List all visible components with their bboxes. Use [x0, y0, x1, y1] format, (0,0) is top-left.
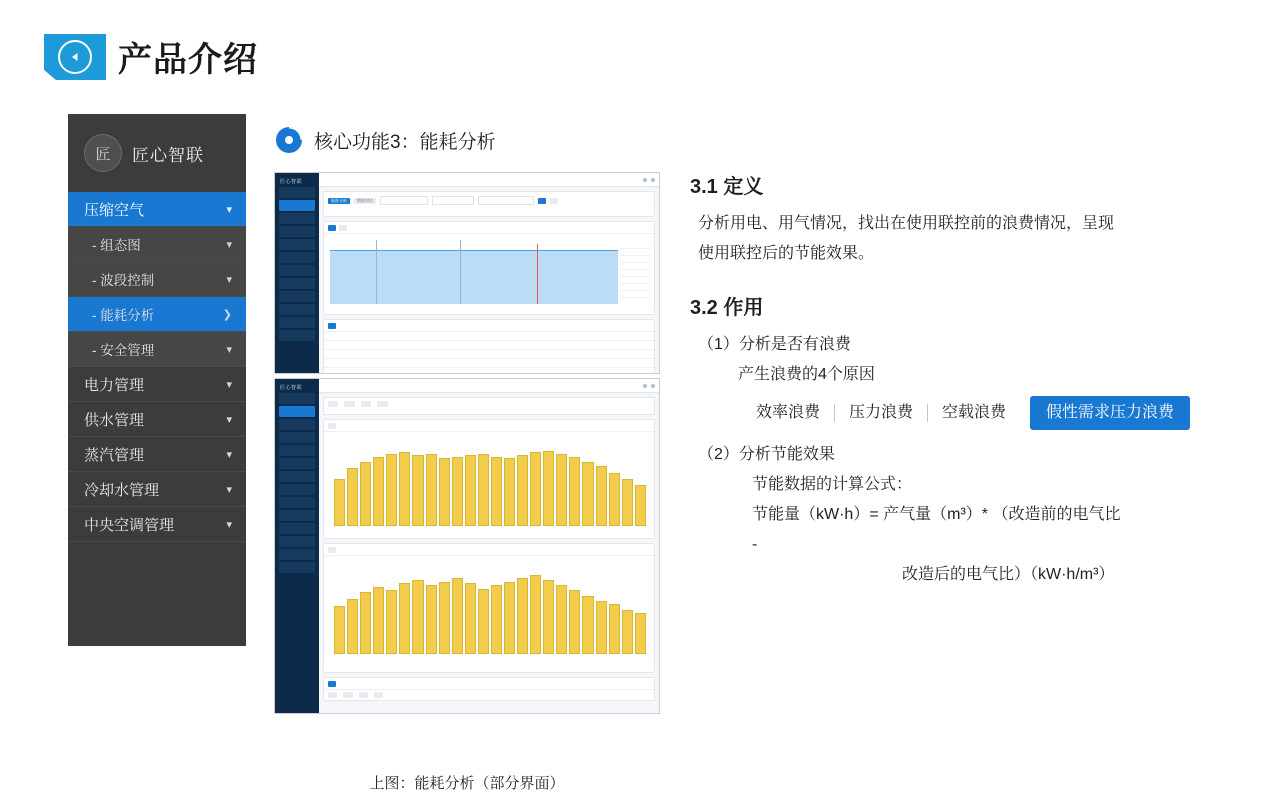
mock-tag [328, 681, 336, 687]
section-header [274, 120, 664, 160]
mock-topbar [319, 379, 659, 393]
definition-line-1: 分析用电、用气情况，找出在使用联控前的浪费情况，呈现 [698, 215, 1115, 232]
mock-content [319, 379, 659, 713]
formula-line-2: - [752, 536, 758, 553]
mock-kpi [328, 401, 338, 407]
purpose-heading: 3.2 作用 [690, 297, 764, 319]
chevron-down-icon[interactable]: ▾ [226, 238, 232, 251]
chevron-down-icon[interactable]: ▾ [226, 413, 232, 426]
purpose-item-2: （2）分析节能效果 [698, 446, 835, 463]
purpose-item-1: （1）分析是否有浪费 [698, 336, 851, 353]
mock-nav-item [279, 252, 315, 263]
chevron-down-icon[interactable]: ▾ [226, 203, 232, 216]
mock-nav-item [279, 523, 315, 534]
mock-sidebar [275, 379, 319, 713]
chevron-down-icon[interactable]: ▾ [226, 448, 232, 461]
sidebar-item-label: - 波段控制 [92, 273, 155, 288]
mock-kpi [343, 692, 352, 698]
screenshot-energy-analysis-bottom [274, 378, 660, 714]
mock-nav-item [279, 549, 315, 560]
sidebar-item-central-ac[interactable] [68, 507, 246, 542]
brand-logo-icon: 匠 [84, 134, 122, 172]
mock-tag [339, 225, 347, 231]
mock-brand: 匠心智联 [280, 385, 303, 391]
user-avatar [651, 384, 655, 388]
mock-reset-button[interactable] [550, 198, 558, 204]
definition-line-2: 使用联控后的节能效果。 [698, 245, 875, 262]
chevron-down-icon[interactable]: ▾ [226, 343, 232, 356]
mock-tag-secondary: 数据对比 [354, 198, 376, 204]
mock-kpi-strip [323, 397, 655, 415]
mock-search-button[interactable] [538, 198, 546, 204]
mock-nav-item [279, 484, 315, 495]
waste-reason-chips [742, 396, 1250, 430]
sidebar-item-safety-management[interactable] [68, 332, 246, 367]
mock-nav-item [279, 265, 315, 276]
chevron-down-icon[interactable]: ▾ [226, 378, 232, 391]
mock-card-title [324, 222, 654, 234]
screenshot-group [274, 172, 660, 792]
chevron-down-icon[interactable]: ▾ [226, 483, 232, 496]
mock-nav-item [279, 419, 315, 430]
mock-nav-item [279, 432, 315, 443]
right-column [690, 170, 1250, 590]
mock-nav-item [279, 239, 315, 250]
chevron-down-icon[interactable]: ▾ [226, 518, 232, 531]
mock-brand: 匠心智联 [280, 179, 303, 185]
play-left-icon [58, 40, 92, 74]
section-title: 核心功能3：能耗分析 [314, 131, 496, 153]
chip-idle-waste[interactable]: 空载浪费 [942, 404, 1007, 421]
mock-kpi [377, 401, 387, 407]
sidebar-item-label: - 安全管理 [92, 343, 155, 358]
definition-heading: 3.1 定义 [690, 176, 764, 198]
mock-card-title [324, 420, 654, 432]
mock-nav-item [279, 510, 315, 521]
sidebar-item-label: 供水管理 [84, 411, 145, 429]
pie-chart-icon [274, 125, 304, 155]
sidebar-item-configuration-diagram[interactable] [68, 227, 246, 262]
mock-date-input[interactable] [478, 196, 534, 205]
mock-nav-item [279, 445, 315, 456]
center-column [274, 120, 664, 792]
mock-tag [328, 547, 336, 553]
chip-pressure-waste[interactable]: 压力浪费 [849, 404, 914, 421]
sidebar-logo [68, 114, 246, 192]
formula-line-3: 改造后的电气比）（kW·h/m³） [902, 566, 1115, 583]
mock-nav-item [279, 278, 315, 289]
mock-nav-item [279, 406, 315, 417]
mock-nav-item [279, 471, 315, 482]
mock-nav-item [279, 213, 315, 224]
formula-line-1: 节能量（kW·h）= 产气量（m³）* （改造前的电气比 [752, 506, 1121, 523]
mock-tag-primary: 能耗分析 [328, 198, 350, 204]
mock-kpi [361, 401, 371, 407]
mock-card-title [324, 320, 654, 332]
purpose-item-2-sub: 节能数据的计算公式： [752, 476, 913, 493]
mock-content [319, 173, 659, 373]
sidebar-item-power-management[interactable] [68, 367, 246, 402]
sidebar-item-label: 冷却水管理 [84, 481, 160, 499]
brand-name: 匠心智联 [132, 145, 204, 165]
sidebar-item-label: 电力管理 [84, 376, 145, 394]
screenshot-energy-analysis-top [274, 172, 660, 374]
sidebar-item-label: 蒸汽管理 [84, 446, 145, 464]
sidebar-item-label: 中央空调管理 [84, 516, 175, 534]
product-sidebar [68, 114, 246, 646]
mock-filter-card [323, 191, 655, 217]
mock-tag [328, 323, 336, 329]
sidebar-item-energy-analysis[interactable] [68, 297, 246, 332]
mock-summary-strip [323, 677, 655, 701]
mock-kpi [344, 401, 354, 407]
bell-icon [643, 178, 647, 182]
figure-caption: 上图：能耗分析（部分界面） [369, 775, 565, 792]
mock-nav-item [279, 226, 315, 237]
bell-icon [643, 384, 647, 388]
sidebar-item-label: - 组态图 [92, 238, 141, 253]
header-badge [44, 34, 106, 80]
mock-nav-item [279, 497, 315, 508]
mock-bar-chart-card-2 [323, 543, 655, 673]
mock-nav-item [279, 291, 315, 302]
mock-data-table-card [323, 319, 655, 374]
mock-sidebar [275, 173, 319, 373]
mock-input[interactable] [432, 196, 474, 205]
mock-kpi [328, 692, 337, 698]
sidebar-item-compressed-air[interactable] [68, 192, 246, 227]
mock-card-title [324, 678, 654, 690]
sidebar-item-band-control[interactable] [68, 262, 246, 297]
mock-nav-item [279, 330, 315, 341]
mock-topbar [319, 173, 659, 187]
chevron-down-icon[interactable]: ▾ [226, 273, 232, 286]
mock-nav-item [279, 187, 315, 198]
mock-nav-item [279, 200, 315, 211]
user-avatar [651, 178, 655, 182]
mock-nav-item [279, 317, 315, 328]
mock-input[interactable] [380, 196, 428, 205]
chip-efficiency-waste[interactable]: 效率浪费 [756, 404, 821, 421]
sidebar-item-label: 压缩空气 [84, 201, 145, 219]
mock-kpi [359, 692, 368, 698]
mock-nav-item [279, 536, 315, 547]
mock-nav-item [279, 562, 315, 573]
mock-nav-item [279, 458, 315, 469]
chevron-right-icon[interactable]: ❯ [222, 308, 232, 321]
mock-nav-item [279, 393, 315, 404]
page-title: 产品介绍 [118, 41, 258, 79]
slide-header [0, 0, 1280, 100]
mock-tag [328, 225, 336, 231]
sidebar-item-cooling-water[interactable] [68, 472, 246, 507]
chip-false-demand-pressure-waste[interactable]: 假性需求压力浪费 [1030, 396, 1190, 430]
purpose-item-1-sub: 产生浪费的4个原因 [738, 366, 875, 383]
mock-nav-item [279, 304, 315, 315]
mock-trend-chart-card [323, 221, 655, 315]
sidebar-item-label: - 能耗分析 [92, 308, 155, 323]
sidebar-item-water-supply[interactable] [68, 402, 246, 437]
mock-card-title [324, 544, 654, 556]
mock-kpi [374, 692, 383, 698]
sidebar-item-steam-management[interactable] [68, 437, 246, 472]
mock-bar-chart-card-1 [323, 419, 655, 539]
mock-tag [328, 423, 336, 429]
